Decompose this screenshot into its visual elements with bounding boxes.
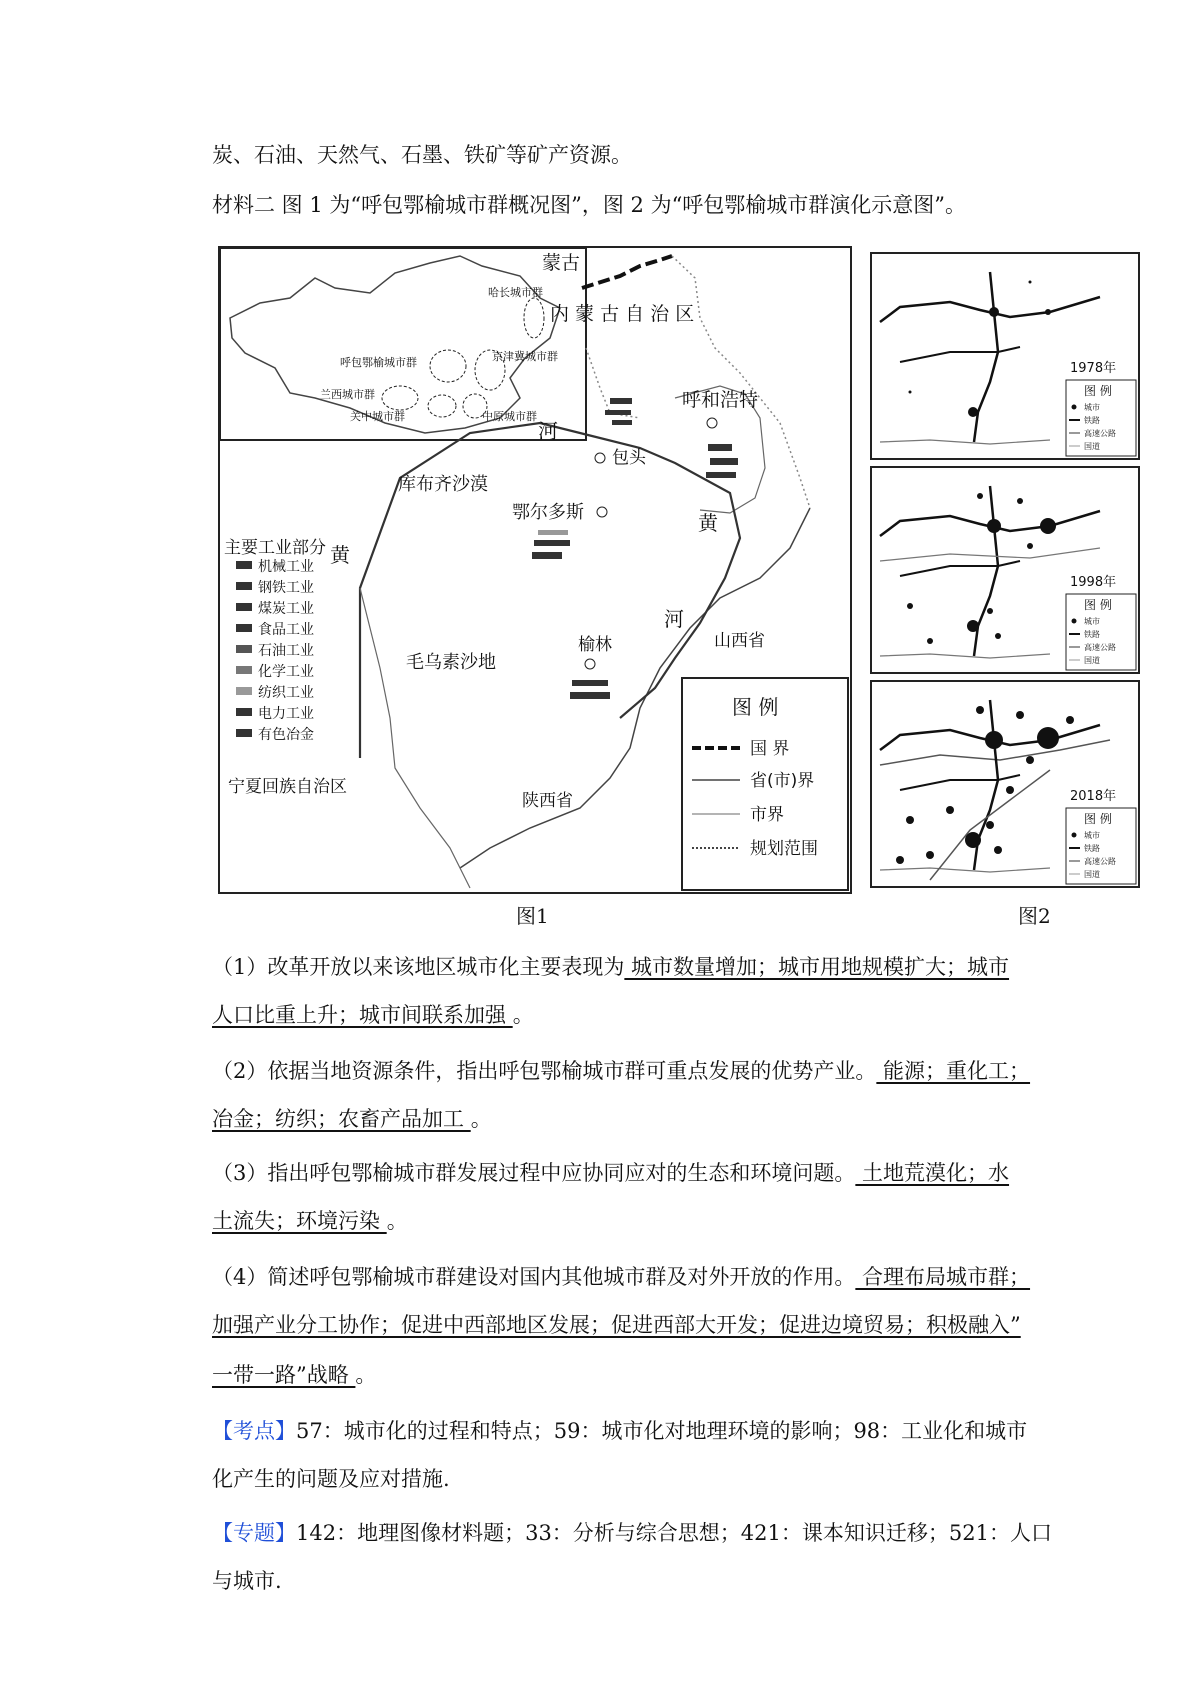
industry-item: 煤炭工业: [258, 601, 314, 617]
question-3-line-2: [212, 1206, 408, 1236]
figure-2: [870, 252, 1142, 892]
industry-item: 食品工业: [258, 622, 314, 638]
question-3-answer: 土流失；环境污染: [212, 1209, 387, 1233]
inset-label: 京津冀城市群: [492, 350, 558, 363]
zhuanti-text: 142：地理图像材料题；33：分析与综合思想；421：课本知识迁移；521：人口: [296, 1521, 1052, 1545]
question-3-end: 。: [386, 1209, 408, 1233]
zhuanti-line-2: 与城市.: [212, 1569, 282, 1593]
industry-item: 纺织工业: [258, 685, 314, 701]
city-symbol: [595, 453, 605, 463]
label-yellow: 黄: [698, 511, 718, 535]
inset-label: 中原城市群: [482, 410, 537, 423]
label-ordos: 鄂尔多斯: [512, 502, 584, 523]
province-border: [360, 588, 470, 888]
industry-item: 石油工业: [258, 643, 314, 659]
panel-legend-item: 铁路: [1084, 844, 1100, 853]
industry-icons-hohhot: [706, 444, 738, 478]
panel-legend-item: 城市: [1084, 831, 1100, 840]
map-legend-title: 图 例: [732, 695, 779, 719]
panel-legend-item: 国道: [1084, 870, 1100, 879]
national-border: [582, 256, 672, 288]
label-ningxia: 宁夏回族自治区: [228, 777, 347, 797]
figure-1-map: [218, 246, 852, 894]
panel-legend-item: 国道: [1084, 656, 1100, 665]
kaodian-text: 57：城市化的过程和特点；59：城市化对地理环境的影响；98：工业化和城市: [296, 1419, 1028, 1443]
industry-item: 机械工业: [258, 559, 314, 575]
label-baotou: 包头: [612, 448, 646, 468]
panel-legend-item: 高速公路: [1084, 429, 1116, 438]
planning-boundary: [586, 348, 640, 418]
question-4-line-1: [212, 1262, 1030, 1292]
question-1-text: （1）改革开放以来该地区城市化主要表现为: [212, 955, 625, 979]
kaodian-tag: 【考点】: [212, 1419, 296, 1443]
inset-label: 兰西城市群: [320, 388, 375, 401]
question-4-answer: 加强产业分工协作；促进中西部地区发展；促进西部大开发；促进边境贸易；积极融入”: [212, 1313, 1021, 1337]
panel-legend-title: 图 例: [1084, 384, 1112, 398]
legend-item: 省(市)界: [750, 771, 815, 791]
kaodian-line-1: [212, 1416, 1027, 1446]
label-yulin: 榆林: [578, 635, 612, 655]
panel-legend-item: 城市: [1084, 617, 1100, 626]
inset-label: 关中城市群: [350, 410, 405, 423]
industry-item: 有色冶金: [258, 727, 314, 743]
legend-item: 国 界: [750, 739, 790, 759]
question-1-end: 。: [512, 1003, 534, 1027]
question-2-end: 。: [470, 1107, 492, 1131]
label-inner-mongolia: 内 蒙 古 自 治 区: [550, 303, 695, 325]
question-3-text: （3）指出呼包鄂榆城市群发展过程中应协同应对的生态和环境问题。: [212, 1161, 856, 1185]
panel-legend-item: 铁路: [1084, 630, 1100, 639]
industry-legend-title: 主要工业部分: [224, 538, 326, 558]
figure-1-svg: [220, 248, 850, 892]
industry-icons-ordos: [532, 530, 570, 559]
industry-legend: [236, 558, 314, 743]
panel-legend-title: 图 例: [1084, 598, 1112, 612]
city-symbol: [585, 659, 595, 669]
text-line-2: 材料二 图 1 为“呼包鄂榆城市群概况图”，图 2 为“呼包鄂榆城市群演化示意图”。: [212, 193, 967, 217]
inset-label: 哈长城市群: [488, 286, 543, 299]
question-2-answer: 能源；重化工；: [876, 1059, 1031, 1083]
panel-legend-item: 国道: [1084, 442, 1100, 451]
label-yellow: 黄: [330, 543, 350, 567]
label-river: 河: [664, 607, 684, 631]
figure-1-caption: 图1: [516, 904, 549, 928]
industry-icons-yulin: [570, 680, 610, 699]
zhuanti-line-1: [212, 1518, 1052, 1548]
question-4-line-3: [212, 1360, 376, 1390]
question-2-answer: 冶金；纺织；农畜产品加工: [212, 1107, 471, 1131]
panel-year: 1978年: [1070, 361, 1117, 376]
label-mongolia: 蒙古: [542, 252, 581, 274]
industry-icons-baotou: [605, 398, 632, 425]
question-4-text: （4）简述呼包鄂榆城市群建设对国内其他城市群及对外开放的作用。: [212, 1265, 856, 1289]
panel-year: 1998年: [1070, 575, 1117, 590]
zhuanti-tag: 【专题】: [212, 1521, 296, 1545]
planning-boundary: [672, 256, 810, 508]
question-4-end: 。: [355, 1363, 377, 1387]
question-4-answer: 合理布局城市群；: [855, 1265, 1031, 1289]
panel-legend-title: 图 例: [1084, 812, 1112, 826]
question-1-line-1: [212, 952, 1009, 982]
inset-label: 呼包鄂榆城市群: [340, 356, 417, 369]
question-1-answer: 人口比重上升；城市间联系加强: [212, 1003, 513, 1027]
label-river: 河: [538, 419, 558, 443]
question-3-answer: 土地荒漠化；水: [855, 1161, 1010, 1185]
question-2-line-2: [212, 1104, 492, 1134]
panel-legend-item: 高速公路: [1084, 857, 1116, 866]
panel-2018: [871, 681, 1139, 887]
label-mu-us: 毛乌素沙地: [406, 652, 496, 673]
question-1-line-2: [212, 1000, 534, 1030]
legend-item: 规划范围: [750, 839, 818, 859]
industry-item: 电力工业: [258, 706, 314, 722]
panel-1978: [871, 253, 1139, 459]
label-kubuqi-desert: 库布齐沙漠: [398, 474, 488, 495]
question-4-line-2: [212, 1310, 1021, 1340]
panel-legend-item: 高速公路: [1084, 643, 1116, 652]
question-2-text: （2）依据当地资源条件，指出呼包鄂榆城市群可重点发展的优势产业。: [212, 1059, 877, 1083]
question-3-line-1: [212, 1158, 1009, 1188]
text-line-1: 炭、石油、天然气、石墨、铁矿等矿产资源。: [212, 143, 632, 167]
question-4-answer: 一带一路”战略: [212, 1363, 356, 1387]
industry-item: 钢铁工业: [258, 580, 314, 596]
kaodian-line-2: 化产生的问题及应对措施.: [212, 1467, 450, 1491]
label-shaanxi: 陕西省: [522, 791, 573, 811]
figure-2-caption: 图2: [1018, 904, 1051, 928]
panel-1998: [871, 467, 1139, 673]
figure-2-svg: [870, 252, 1142, 892]
city-symbol: [707, 418, 717, 428]
city-symbol: [597, 507, 607, 517]
panel-legend-item: 铁路: [1084, 416, 1100, 425]
legend-item: 市界: [750, 805, 784, 825]
label-shanxi: 山西省: [714, 631, 765, 651]
panel-legend-item: 城市: [1084, 403, 1100, 412]
question-1-answer: 城市数量增加；城市用地规模扩大；城市: [624, 955, 1010, 979]
panel-year: 2018年: [1070, 789, 1117, 804]
question-2-line-1: [212, 1056, 1030, 1086]
label-hohhot: 呼和浩特: [682, 389, 759, 411]
industry-item: 化学工业: [258, 664, 314, 680]
